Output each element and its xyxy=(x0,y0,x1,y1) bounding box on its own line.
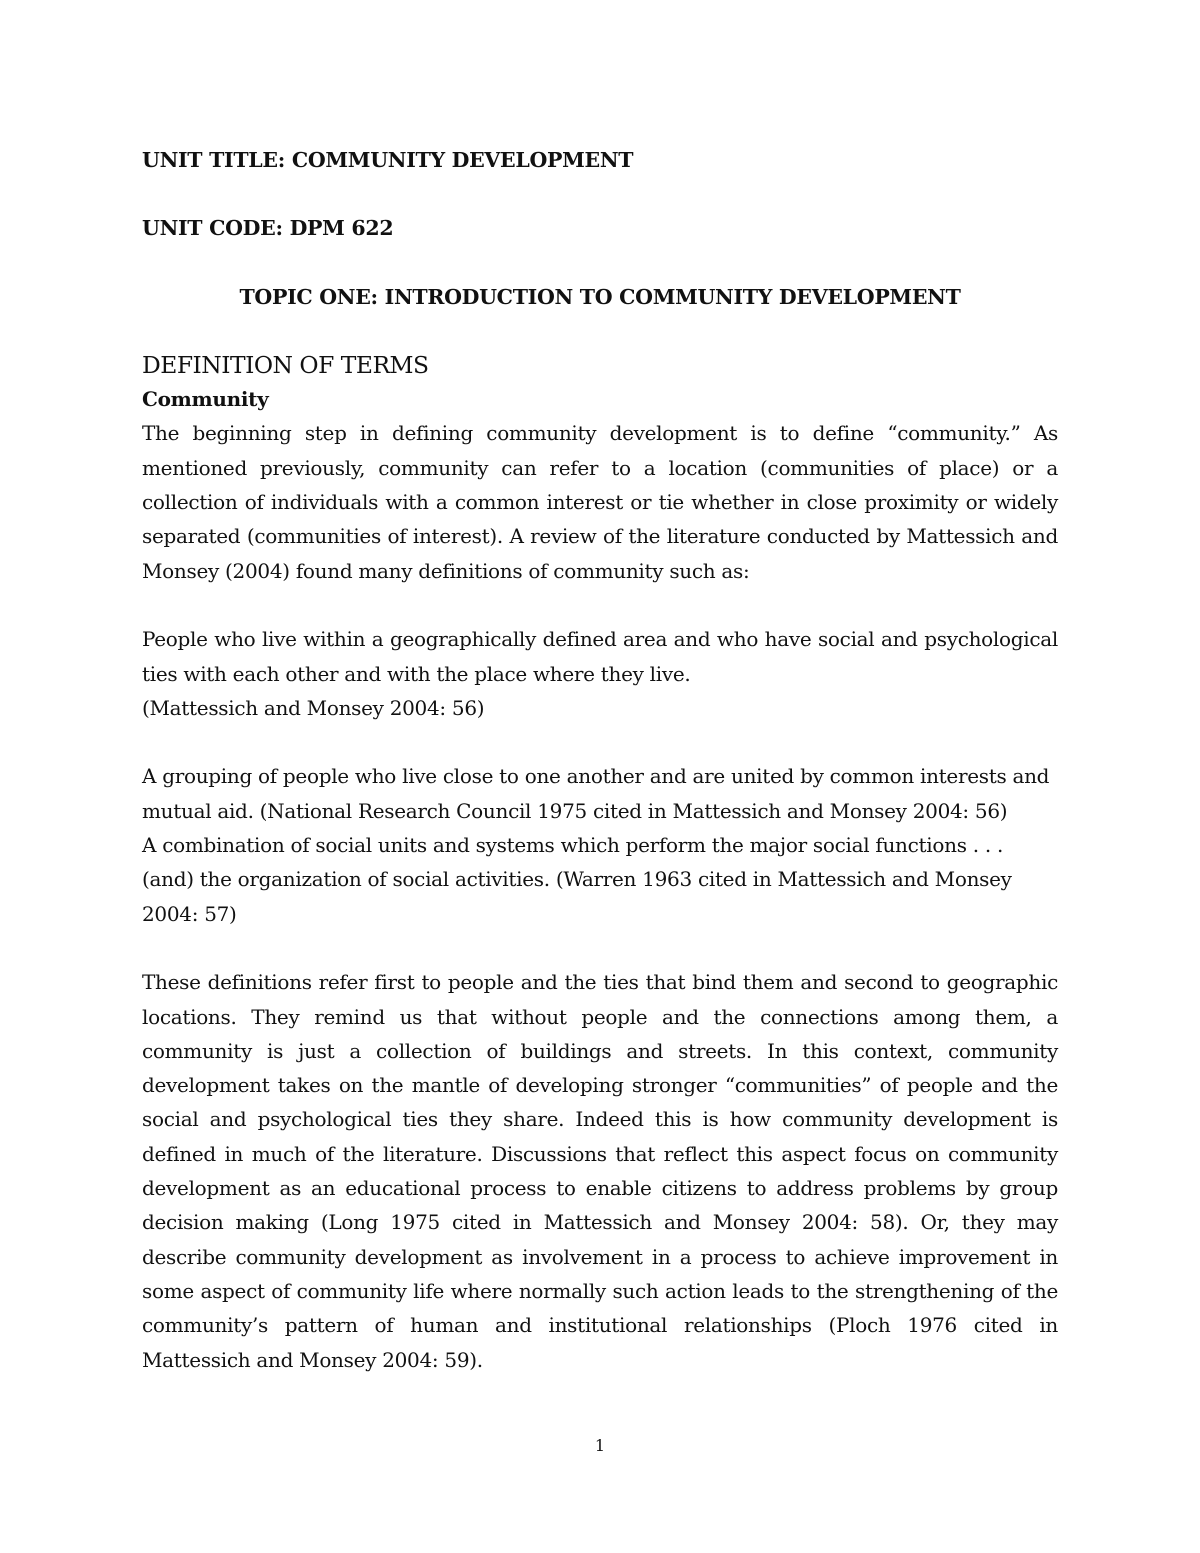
paragraph-discussion: These definitions refer first to people and the ties that bind them and second to geographic locations. They remind us that without people and the connections among them, a community is just a collection of buildings and streets. In this context, community development takes on the mantle of developing stronger “communities” of people and the social and psychological ties they share. Indeed this is how community development is defined in much of the literature. Discussions that reflect this aspect focus on community development as an educational process to enable citizens to address problems by group decision making (Long 1975 cited in Mattessich and Monsey 2004: 58). Or, they may describe community development as involvement in a process to achieve improvement in some aspect of community life where normally such action leads to the strengthening of the community’s pattern of human and institutional relationships (Ploch 1976 cited in Mattessich and Monsey 2004: 59). xyxy=(142,970,1058,1372)
paragraph-intro: The beginning step in defining community development is to define “community.” As mentioned previously, community can refer to a location (communities of place) or a collection of individuals with a common interest or tie whether in close proximity or widely separated (communities of interest). A review of the literature conducted by Mattessich and Monsey (2004) found many definitions of community such as: xyxy=(142,421,1058,583)
unit-title: UNIT TITLE: COMMUNITY DEVELOPMENT xyxy=(142,148,634,172)
definition-1: People who live within a geographically defined area and who have social and psychological ties with each other and with the place where they live. xyxy=(142,627,1058,686)
unit-code: UNIT CODE: DPM 622 xyxy=(142,216,394,241)
section-heading: DEFINITION OF TERMS xyxy=(142,350,429,379)
definition-2: A grouping of people who live close to one another and are united by common interests and mutual aid. (National Research Council 1975 cited in Mattessich and Monsey 2004: 56) xyxy=(142,764,1050,823)
page-number: 1 xyxy=(594,1436,606,1455)
definition-3: A combination of social units and systems which perform the major social functions . . . (and) the organization of social activities. (Warren 1963 cited in Mattessich and Monsey 2004: 57) xyxy=(142,833,1012,926)
topic-heading: TOPIC ONE: INTRODUCTION TO COMMUNITY DEVELOPMENT xyxy=(239,284,961,309)
page-content xyxy=(142,143,1058,1377)
definition-1-citation: (Mattessich and Monsey 2004: 56) xyxy=(142,695,485,720)
subheading-community: Community xyxy=(142,387,269,412)
